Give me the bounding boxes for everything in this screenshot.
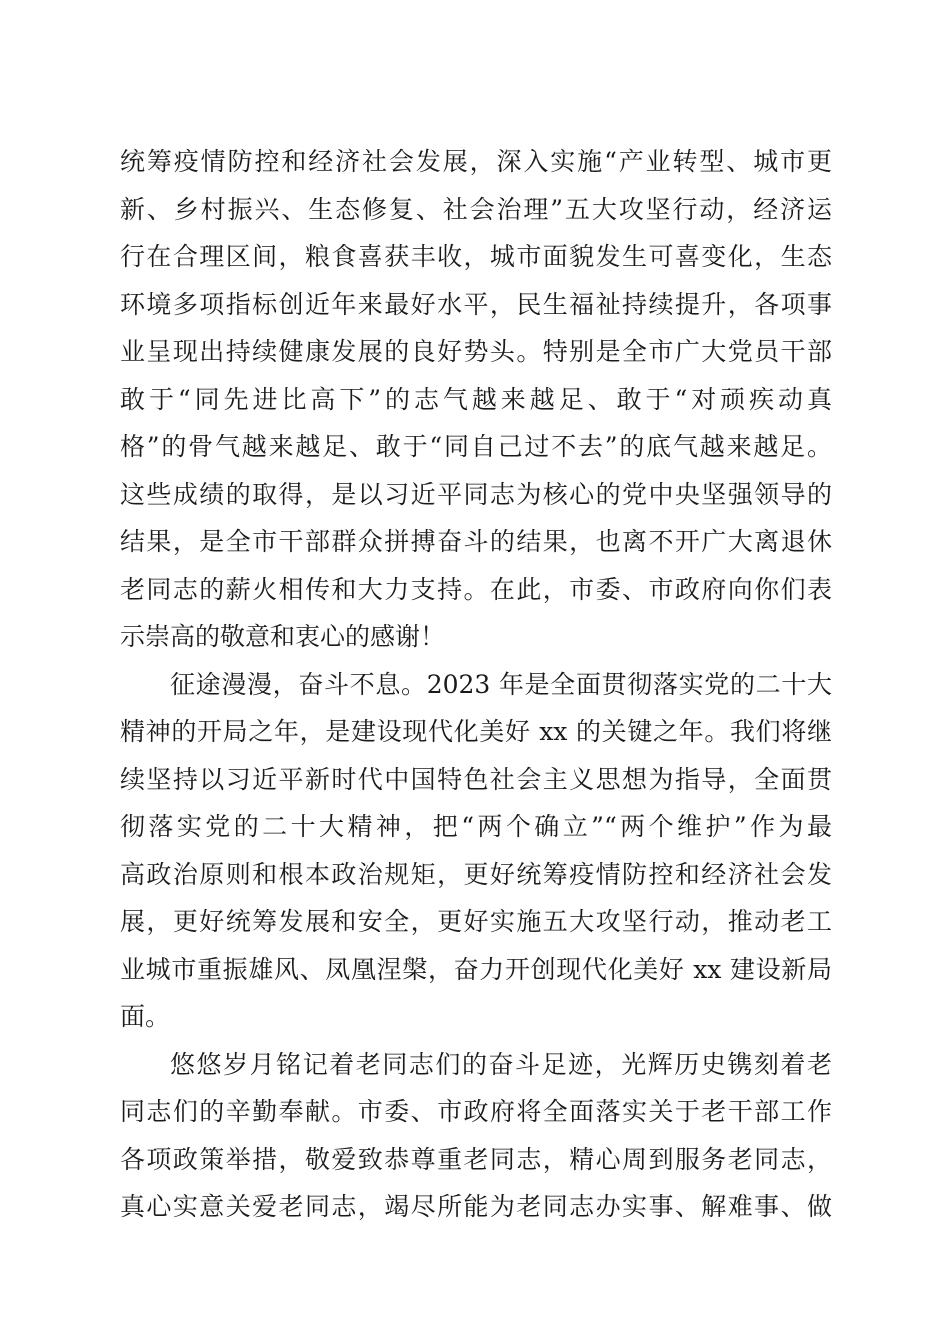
text-line: 这些成绩的取得，是以习近平同志为核心的党中央坚强领导的 [120, 479, 832, 509]
text-line: 悠悠岁月铭记着老同志们的奋斗足迹，光辉历史镌刻着老 [170, 1049, 832, 1079]
text-line: 老同志的薪火相传和大力支持。在此，市委、市政府向你们表 [120, 574, 832, 604]
text-line: 各项政策举措，敬爱致恭尊重老同志，精心周到服务老同志， [120, 1144, 832, 1174]
text-line: 同志们的辛勤奉献。市委、市政府将全面落实关于老干部工作 [120, 1097, 832, 1126]
text-line: 彻落实党的二十大精神，把“两个确立”“两个维护”作为最 [120, 812, 832, 841]
text-line: 行在合理区间，粮食喜获丰收，城市面貌发生可喜变化，生态 [120, 242, 832, 271]
text-line: 真心实意关爱老同志，竭尽所能为老同志办实事、解难事、做 [120, 1192, 832, 1221]
text-line: 展，更好统筹发展和安全，更好实施五大攻坚行动，推动老工 [120, 907, 832, 936]
text-line: 续坚持以习近平新时代中国特色社会主义思想为指导，全面贯 [120, 764, 832, 794]
paragraph-3 [120, 1041, 832, 1231]
text-line: 敢于“同先进比高下”的志气越来越足、敢于“对顽疾动真 [120, 384, 832, 414]
document-body [120, 138, 832, 1231]
paragraph-1 [120, 138, 832, 661]
text-line: 结果，是全市干部群众拼搏奋斗的结果，也离不开广大离退休 [120, 527, 832, 556]
paragraph-2 [120, 661, 832, 1041]
text-line: 业呈现出持续健康发展的良好势头。特别是全市广大党员干部 [120, 337, 832, 366]
text-line: 征途漫漫，奋斗不息。2023 年是全面贯彻落实党的二十大 [170, 669, 832, 699]
text-line: 精神的开局之年，是建设现代化美好 xx 的关键之年。我们将继 [120, 717, 832, 746]
text-line: 格”的骨气越来越足、敢于“同自己过不去”的底气越来越足。 [120, 432, 832, 461]
text-line: 面。 [120, 1002, 171, 1031]
text-line: 新、乡村振兴、生态修复、社会治理”五大攻坚行动，经济运 [120, 194, 832, 224]
text-line: 统筹疫情防控和经济社会发展，深入实施“产业转型、城市更 [120, 147, 832, 176]
text-line: 环境多项指标创近年来最好水平，民生福祉持续提升，各项事 [120, 289, 832, 319]
text-line: 业城市重振雄风、凤凰涅槃，奋力开创现代化美好 xx 建设新局 [120, 954, 832, 984]
text-line: 示崇高的敬意和衷心的感谢！ [120, 622, 446, 651]
text-line: 高政治原则和根本政治规矩，更好统筹疫情防控和经济社会发 [120, 859, 832, 889]
